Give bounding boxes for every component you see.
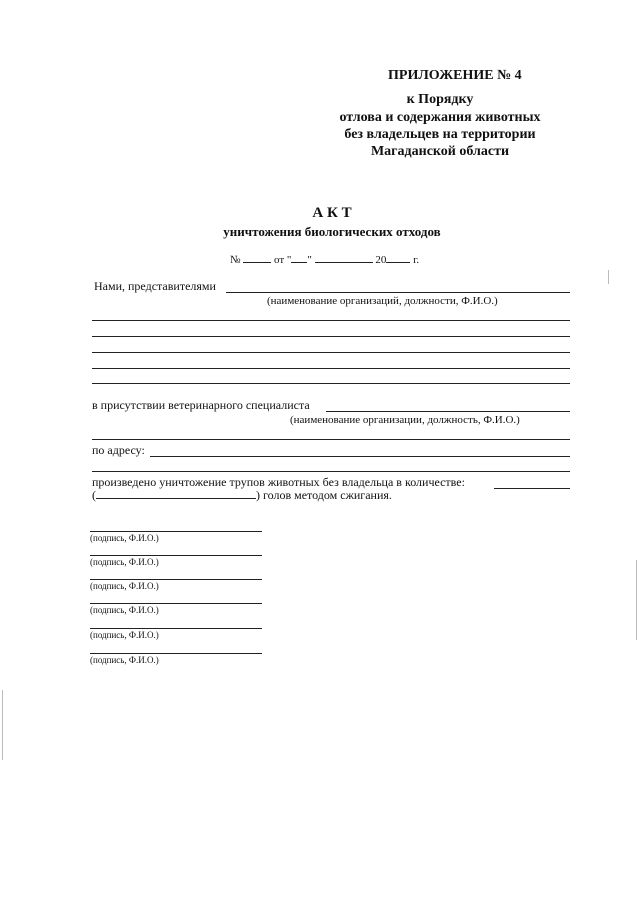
signature-caption-5: (подпись, Ф.И.О.) (90, 630, 159, 640)
scan-artifact (608, 270, 609, 284)
signature-line-1[interactable] (90, 531, 262, 532)
appendix-line-3: без владельцев на территории (344, 127, 536, 142)
appendix-line-4: Магаданской области (370, 144, 510, 159)
signature-line-4[interactable] (90, 603, 262, 604)
act-number-blank[interactable] (243, 252, 271, 263)
signature-caption-1: (подпись, Ф.И.О.) (90, 533, 159, 543)
reps-line-3[interactable] (92, 352, 570, 353)
act-number-date (230, 252, 419, 266)
destroy-count-blank[interactable] (494, 488, 570, 489)
signature-caption-6: (подпись, Ф.И.О.) (90, 655, 159, 665)
vet-label: в присутствии ветеринарного специалиста (92, 398, 310, 412)
act-title: А К Т (312, 205, 352, 221)
act-number-symbol: № (230, 254, 241, 266)
address-label: по адресу: (92, 443, 145, 457)
act-year-prefix: 20 (375, 254, 387, 266)
destroy-method: ) голов методом сжигания. (256, 488, 392, 502)
act-year-blank[interactable] (386, 252, 410, 263)
destroy-words-blank[interactable] (96, 488, 256, 499)
address-line-2[interactable] (92, 471, 570, 472)
scan-artifact (2, 690, 3, 760)
act-subtitle: уничтожения биологических отходов (223, 224, 441, 239)
reps-line-4[interactable] (92, 368, 570, 369)
act-from-label: от " (274, 254, 292, 266)
act-year-suffix: г. (413, 254, 420, 266)
act-quote: " (307, 254, 312, 266)
reps-blank[interactable] (226, 292, 570, 293)
signature-caption-2: (подпись, Ф.И.О.) (90, 557, 159, 567)
reps-label: Нами, представителями (94, 279, 216, 293)
appendix-line-1: к Порядку (406, 92, 474, 107)
destroy-text-2-row (92, 488, 392, 503)
signature-line-3[interactable] (90, 579, 262, 580)
appendix-title: ПРИЛОЖЕНИЕ № 4 (388, 68, 522, 83)
appendix-line-2: отлова и содержания животных (339, 110, 541, 125)
vet-hint: (наименование организации, должность, Ф.И.О.) (290, 414, 520, 426)
reps-hint: (наименование организаций, должности, Ф.И.О.) (267, 295, 498, 307)
reps-line-5[interactable] (92, 383, 570, 384)
address-blank[interactable] (150, 456, 570, 457)
reps-line-2[interactable] (92, 336, 570, 337)
scan-artifact (636, 560, 637, 640)
vet-line-2[interactable] (92, 439, 570, 440)
signature-caption-4: (подпись, Ф.И.О.) (90, 605, 159, 615)
signature-line-2[interactable] (90, 555, 262, 556)
signature-caption-3: (подпись, Ф.И.О.) (90, 581, 159, 591)
act-day-blank[interactable] (291, 252, 307, 263)
destroy-text-1: произведено уничтожение трупов животных без владельца в количестве: (92, 475, 465, 489)
vet-blank[interactable] (326, 411, 570, 412)
act-month-blank[interactable] (315, 252, 373, 263)
signature-line-6[interactable] (90, 653, 262, 654)
destroy-open-paren: ( (92, 488, 96, 502)
reps-line-1[interactable] (92, 320, 570, 321)
signature-line-5[interactable] (90, 628, 262, 629)
